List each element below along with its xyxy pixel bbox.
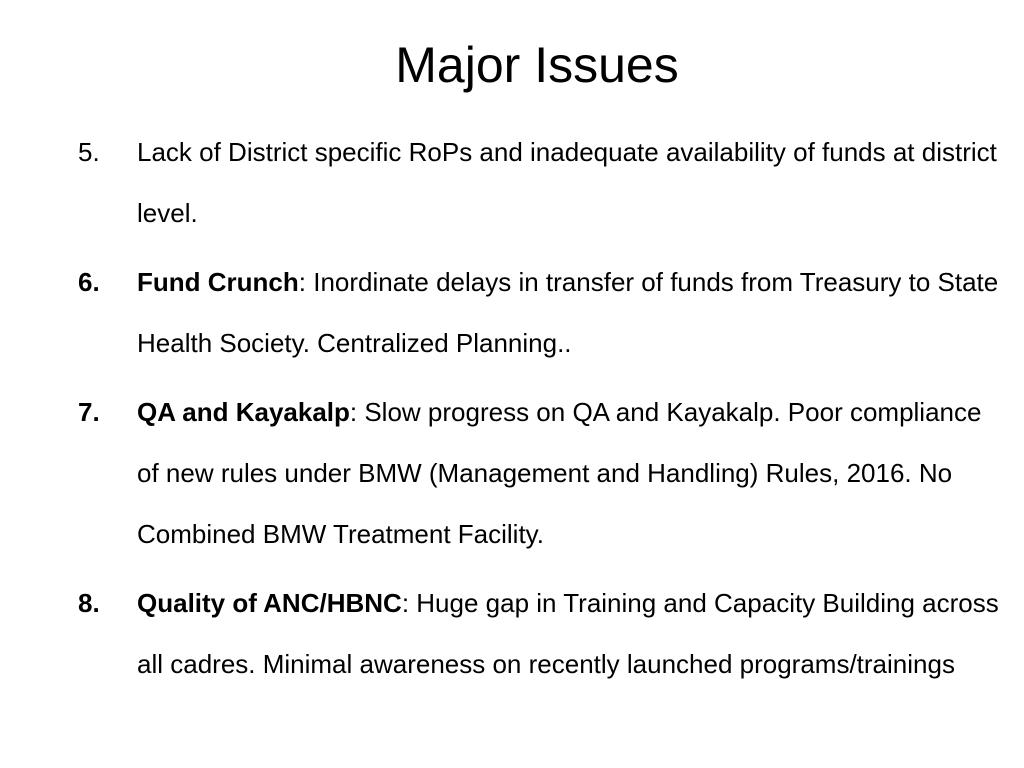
issue-item-5 (78, 122, 1008, 244)
issue-item-8 (78, 573, 1008, 695)
issue-text: Huge gap in Training and Capacity Building across all cadres. Minimal awareness on recently launched programs/trainings (137, 588, 999, 679)
issue-separator: : (401, 588, 417, 618)
slide-title: Major Issues (395, 37, 679, 93)
issue-item-7 (78, 382, 1008, 565)
issue-text: Lack of District specific RoPs and inadequate availability of funds at district level. (137, 137, 997, 228)
issue-list (78, 122, 1008, 703)
issue-number: 8. (78, 588, 100, 618)
issue-number: 6. (78, 267, 100, 297)
issue-heading: QA and Kayakalp (137, 397, 350, 427)
issue-number: 5. (78, 137, 100, 167)
issue-number: 7. (78, 397, 100, 427)
issue-separator: : (298, 267, 314, 297)
issue-text: Inordinate delays in transfer of funds from Treasury to State Health Society. Centralized Planning.. (137, 267, 999, 358)
issue-separator: : (349, 397, 365, 427)
issue-item-6 (78, 252, 1008, 374)
issue-heading: Quality of ANC/HBNC (137, 588, 402, 618)
issue-text: Slow progress on QA and Kayakalp. Poor compliance of new rules under BMW (Management and Handling) Rules, 2016. No Combined BMW Treatment Facility. (137, 397, 982, 549)
issue-heading: Fund Crunch (137, 267, 299, 297)
